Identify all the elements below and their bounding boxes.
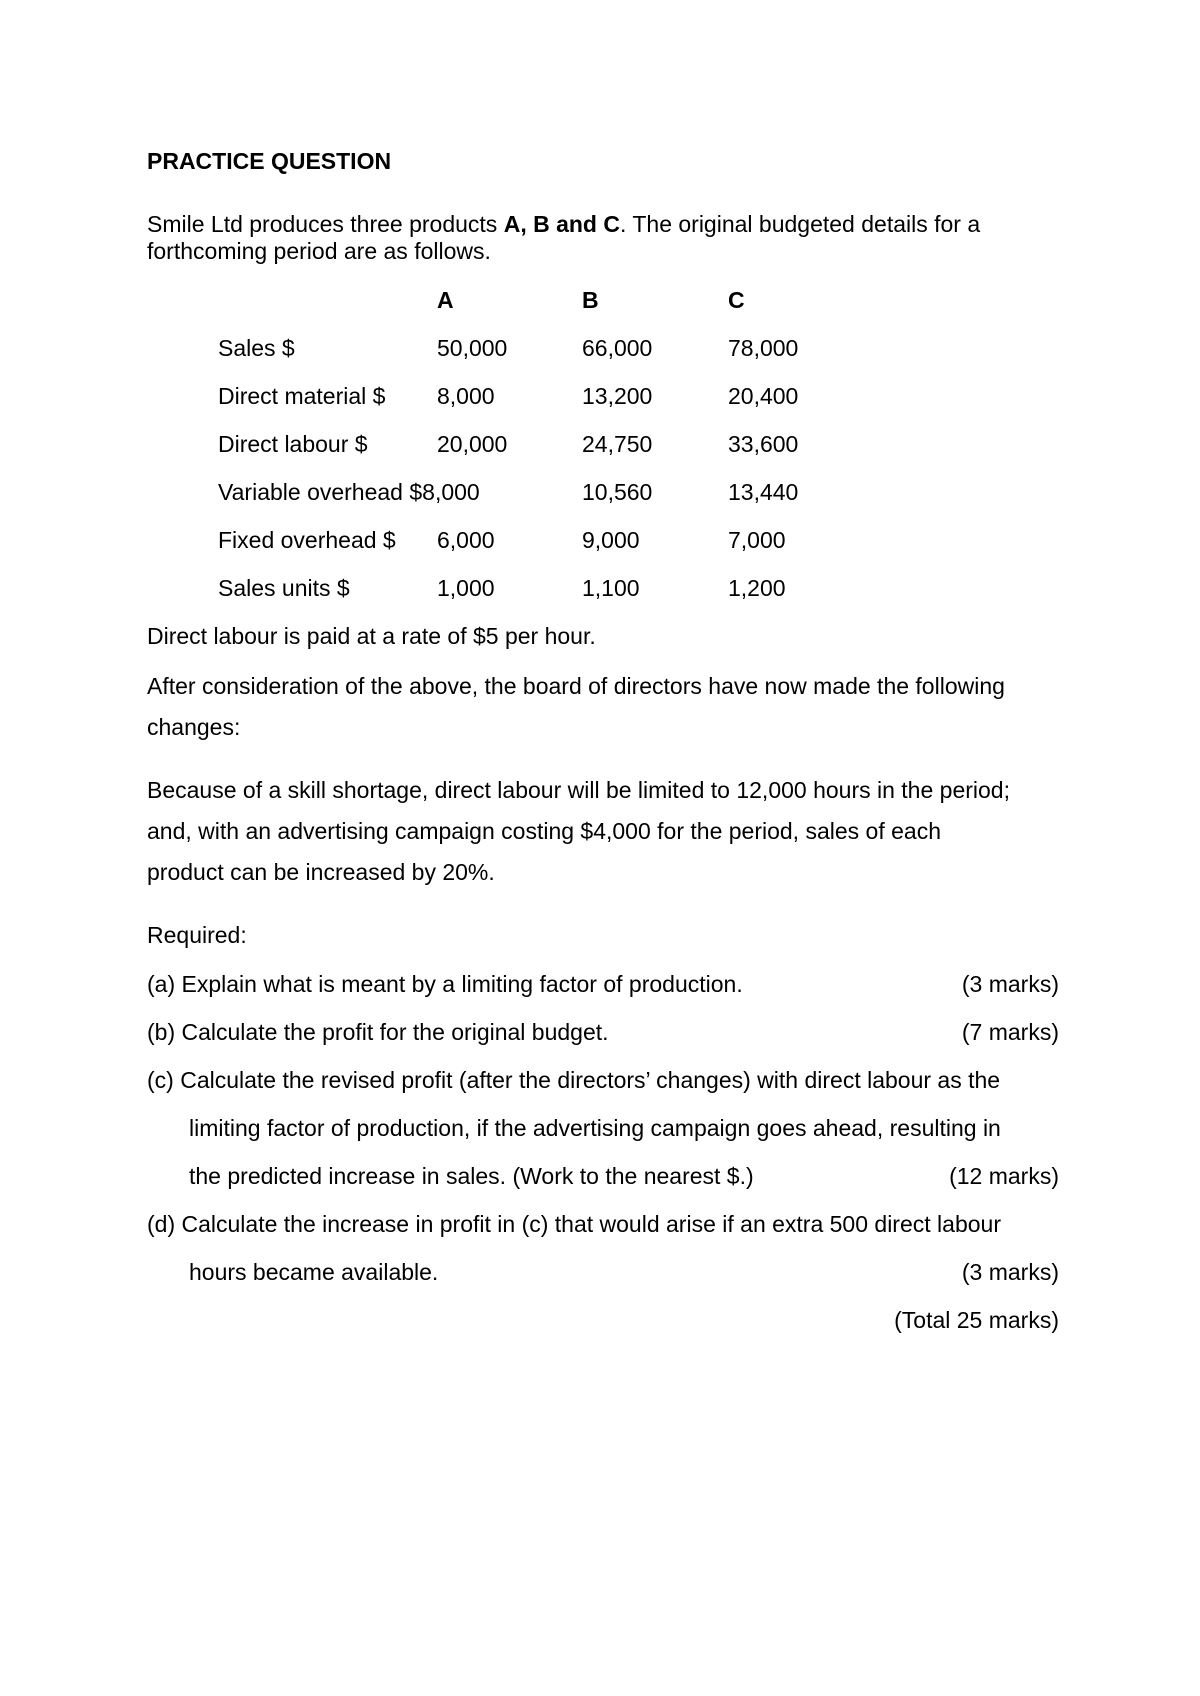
cell-c: 1,200 bbox=[728, 575, 786, 601]
cell-c: 33,600 bbox=[728, 431, 799, 457]
page-title: PRACTICE QUESTION bbox=[147, 148, 392, 174]
cell-b: 10,560 bbox=[582, 479, 653, 505]
intro-line-2: forthcoming period are as follows. bbox=[147, 238, 491, 264]
question-b-marks: (7 marks) bbox=[961, 1019, 1059, 1045]
row-label: Fixed overhead $ bbox=[218, 527, 396, 553]
cell-a: 50,000 bbox=[437, 335, 508, 361]
intro-text-start: Smile Ltd produces three products bbox=[147, 211, 504, 237]
question-c-line-3: the predicted increase in sales. (Work to the nearest $.) bbox=[189, 1163, 754, 1189]
total-marks: (Total 25 marks) bbox=[894, 1307, 1059, 1333]
question-c-marks: (12 marks) bbox=[949, 1163, 1059, 1189]
intro-text-end: . The original budgeted details for a bbox=[619, 211, 981, 237]
row-label: Direct material $ bbox=[218, 383, 386, 409]
question-d-marks: (3 marks) bbox=[961, 1259, 1059, 1285]
question-c-line-1: (c) Calculate the revised profit (after the directors’ changes) with direct labour as the bbox=[147, 1067, 1001, 1093]
question-a-text: (a) Explain what is meant by a limiting factor of production. bbox=[147, 971, 743, 997]
row-label: Sales units $ bbox=[218, 575, 350, 601]
row-label: Direct labour $ bbox=[218, 431, 368, 457]
cell-c: 78,000 bbox=[728, 335, 799, 361]
question-d-line-2: hours became available. bbox=[189, 1259, 439, 1285]
cell-a: 1,000 bbox=[437, 575, 495, 601]
question-b-text: (b) Calculate the profit for the original budget. bbox=[147, 1019, 609, 1045]
cell-a: 6,000 bbox=[437, 527, 495, 553]
cell-c: 20,400 bbox=[728, 383, 799, 409]
cell-b: 24,750 bbox=[582, 431, 653, 457]
intro-products: A, B and C bbox=[503, 211, 620, 237]
shortage-line-2: and, with an advertising campaign costing $4,000 for the period, sales of each bbox=[147, 818, 941, 844]
cell-a: 8,000 bbox=[437, 383, 495, 409]
shortage-line-1: Because of a skill shortage, direct labour will be limited to 12,000 hours in the period; bbox=[147, 777, 1010, 803]
cell-a: 8,000 bbox=[422, 479, 480, 505]
question-d-line-1: (d) Calculate the increase in profit in (c) that would arise if an extra 500 direct labour bbox=[147, 1211, 1001, 1237]
question-a-marks: (3 marks) bbox=[961, 971, 1059, 997]
labour-rate-text: Direct labour is paid at a rate of $5 per hour. bbox=[147, 623, 596, 649]
intro-line-1 bbox=[147, 213, 980, 236]
required-heading: Required: bbox=[147, 922, 247, 948]
column-header-a: A bbox=[437, 287, 454, 313]
cell-b: 13,200 bbox=[582, 383, 653, 409]
cell-b: 1,100 bbox=[582, 575, 640, 601]
cell-b: 9,000 bbox=[582, 527, 640, 553]
cell-b: 66,000 bbox=[582, 335, 653, 361]
cell-c: 13,440 bbox=[728, 479, 799, 505]
row-label-with-value bbox=[218, 481, 480, 504]
column-header-b: B bbox=[582, 287, 599, 313]
row-label: Sales $ bbox=[218, 335, 295, 361]
question-c-line-2: limiting factor of production, if the advertising campaign goes ahead, resulting in bbox=[189, 1115, 1001, 1141]
shortage-line-3: product can be increased by 20%. bbox=[147, 859, 495, 885]
board-changes-line-2: changes: bbox=[147, 714, 241, 740]
column-header-c: C bbox=[728, 287, 745, 313]
cell-a: 20,000 bbox=[437, 431, 508, 457]
row-label: Variable overhead $ bbox=[218, 479, 423, 505]
board-changes-line-1: After consideration of the above, the board of directors have now made the following bbox=[147, 673, 1005, 699]
cell-c: 7,000 bbox=[728, 527, 786, 553]
